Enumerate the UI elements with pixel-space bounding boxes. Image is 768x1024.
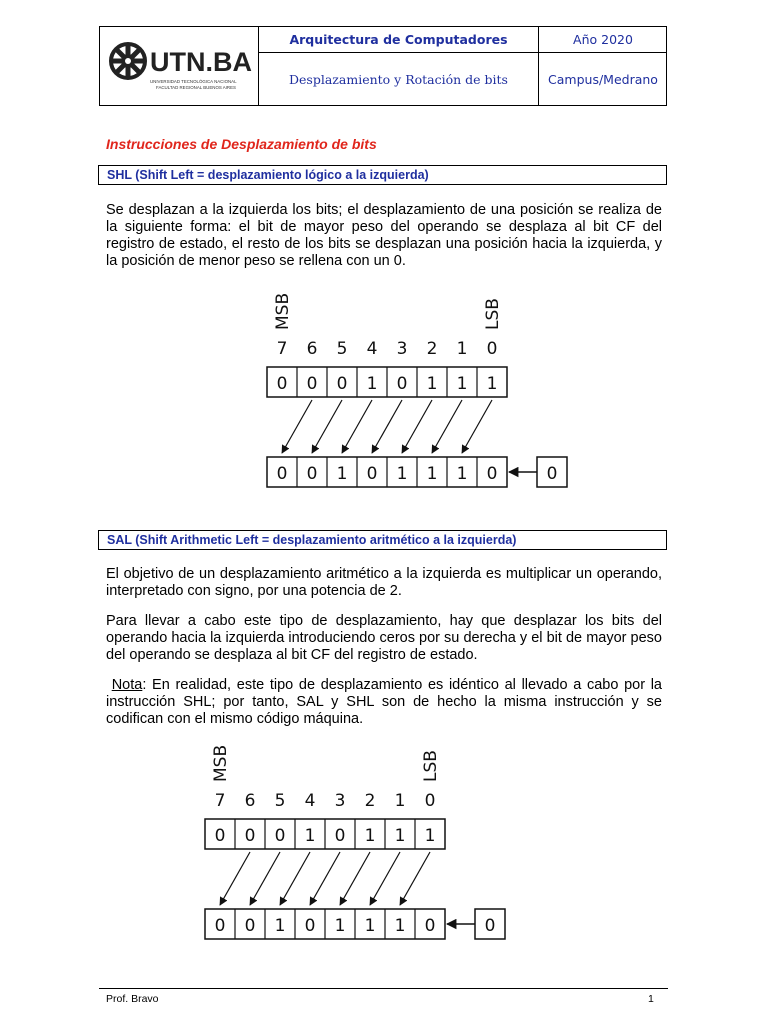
bit-after: 0: [486, 464, 498, 484]
shl-paragraph: Se desplazan a la izquierda los bits; el desplazamiento de una posición se realiza de la siguiente forma: el bit de mayor peso del operando se desplaza al bit CF del registro de estado, el resto de los bits se desplazan una posición hacia la izquierda, y la posición de menor peso se rellena con un 0.: [106, 202, 662, 269]
bit-after: 0: [244, 916, 256, 936]
shift-arrow: [432, 400, 462, 453]
bit-position-label: 7: [214, 791, 226, 811]
bit-before: 1: [424, 826, 436, 846]
bit-position-label: 2: [364, 791, 376, 811]
shift-arrow: [312, 400, 342, 453]
utn-logo: [106, 35, 256, 101]
bit-position-label: 4: [366, 339, 378, 359]
section-title: Instrucciones de Desplazamiento de bits: [106, 136, 377, 152]
bit-position-label: 0: [424, 791, 436, 811]
shift-arrow: [370, 852, 400, 905]
bit-after: 0: [306, 464, 318, 484]
bit-position-label: 6: [306, 339, 318, 359]
shift-arrow: [250, 852, 280, 905]
bit-before: 1: [486, 374, 498, 394]
bit-after: 1: [396, 464, 408, 484]
bit-before: 0: [214, 826, 226, 846]
bit-position-label: 1: [394, 791, 406, 811]
bit-before: 1: [304, 826, 316, 846]
shift-arrow: [280, 852, 310, 905]
bit-before: 0: [244, 826, 256, 846]
shift-arrow: [340, 852, 370, 905]
bit-after: 1: [364, 916, 376, 936]
msb-label: MSB: [211, 744, 231, 782]
bit-after: 1: [456, 464, 468, 484]
shl-shift-diagram: [262, 290, 572, 500]
bit-before: 1: [394, 826, 406, 846]
lsb-label: LSB: [421, 750, 441, 782]
sal-paragraph-1: El objetivo de un desplazamiento aritmético a la izquierda es multiplicar un operando, interpretado con signo, por una potencia de 2.: [106, 566, 662, 599]
bit-position-label: 2: [426, 339, 438, 359]
bit-before: 1: [366, 374, 378, 394]
bit-before: 0: [274, 826, 286, 846]
shift-arrow: [282, 400, 312, 453]
shl-title-box: SHL (Shift Left = desplazamiento lógico a la izquierda): [98, 165, 667, 185]
bit-position-label: 0: [486, 339, 498, 359]
bit-after: 0: [366, 464, 378, 484]
lsb-label: LSB: [483, 298, 503, 330]
bit-before: 0: [276, 374, 288, 394]
logo-subtitle-1: UNIVERSIDAD TECNOLÓGICA NACIONAL: [150, 79, 237, 84]
campus-label: Campus/Medrano: [548, 71, 658, 87]
bit-after: 0: [276, 464, 288, 484]
topic-title: Desplazamiento y Rotación de bits: [289, 71, 508, 87]
note-text: : En realidad, este tipo de desplazamiento es idéntico al llevado a cabo por la instrucción SHL; por tanto, SAL y SHL son de hecho la misma instrucción y se codifican con el mismo código máquina.: [106, 677, 662, 727]
bit-after: 1: [274, 916, 286, 936]
logo-wordmark: UTN.BA: [150, 47, 252, 77]
bit-position-label: 6: [244, 791, 256, 811]
bit-after: 1: [334, 916, 346, 936]
fill-zero-value: 0: [546, 464, 558, 484]
bit-before: 0: [306, 374, 318, 394]
bit-before: 1: [456, 374, 468, 394]
shift-arrow: [402, 400, 432, 453]
footer-rule: [99, 988, 668, 989]
page-number: 1: [648, 993, 654, 1005]
bit-after: 0: [304, 916, 316, 936]
bit-before: 0: [334, 826, 346, 846]
bit-position-label: 5: [274, 791, 286, 811]
bit-position-label: 1: [456, 339, 468, 359]
shift-arrow: [400, 852, 430, 905]
bit-position-label: 7: [276, 339, 288, 359]
sal-shift-diagram: [200, 742, 510, 952]
header-table: [99, 26, 667, 106]
sal-paragraph-2: Para llevar a cabo este tipo de desplazamiento, hay que desplazar los bits del operando hacia la izquierda introduciendo ceros por su derecha y el bit de mayor peso del operando se desplaza al bit CF del registro de estado.: [106, 613, 662, 663]
shift-arrow: [220, 852, 250, 905]
fill-zero-value: 0: [484, 916, 496, 936]
footer-author: Prof. Bravo: [106, 993, 159, 1005]
bit-before: 1: [364, 826, 376, 846]
bit-position-label: 3: [334, 791, 346, 811]
sal-note: [106, 677, 662, 728]
bit-after: 1: [426, 464, 438, 484]
msb-label: MSB: [273, 292, 293, 330]
bit-after: 1: [336, 464, 348, 484]
bit-position-label: 4: [304, 791, 316, 811]
bit-after: 0: [424, 916, 436, 936]
sal-title-box: SAL (Shift Arithmetic Left = desplazamiento aritmético a la izquierda): [98, 530, 667, 550]
bit-after: 1: [394, 916, 406, 936]
bit-position-label: 3: [396, 339, 408, 359]
bit-before: 0: [336, 374, 348, 394]
shift-arrow: [462, 400, 492, 453]
note-label: Nota: [111, 677, 143, 693]
course-name: Arquitectura de Computadores: [289, 32, 508, 47]
bit-before: 0: [396, 374, 408, 394]
bit-position-label: 5: [336, 339, 348, 359]
logo-subtitle-2: FACULTAD REGIONAL BUENOS AIRES: [156, 85, 236, 90]
bit-after: 0: [214, 916, 226, 936]
shift-arrow: [372, 400, 402, 453]
shift-arrow: [342, 400, 372, 453]
bit-before: 1: [426, 374, 438, 394]
shift-arrow: [310, 852, 340, 905]
year-label: Año 2020: [573, 32, 633, 47]
